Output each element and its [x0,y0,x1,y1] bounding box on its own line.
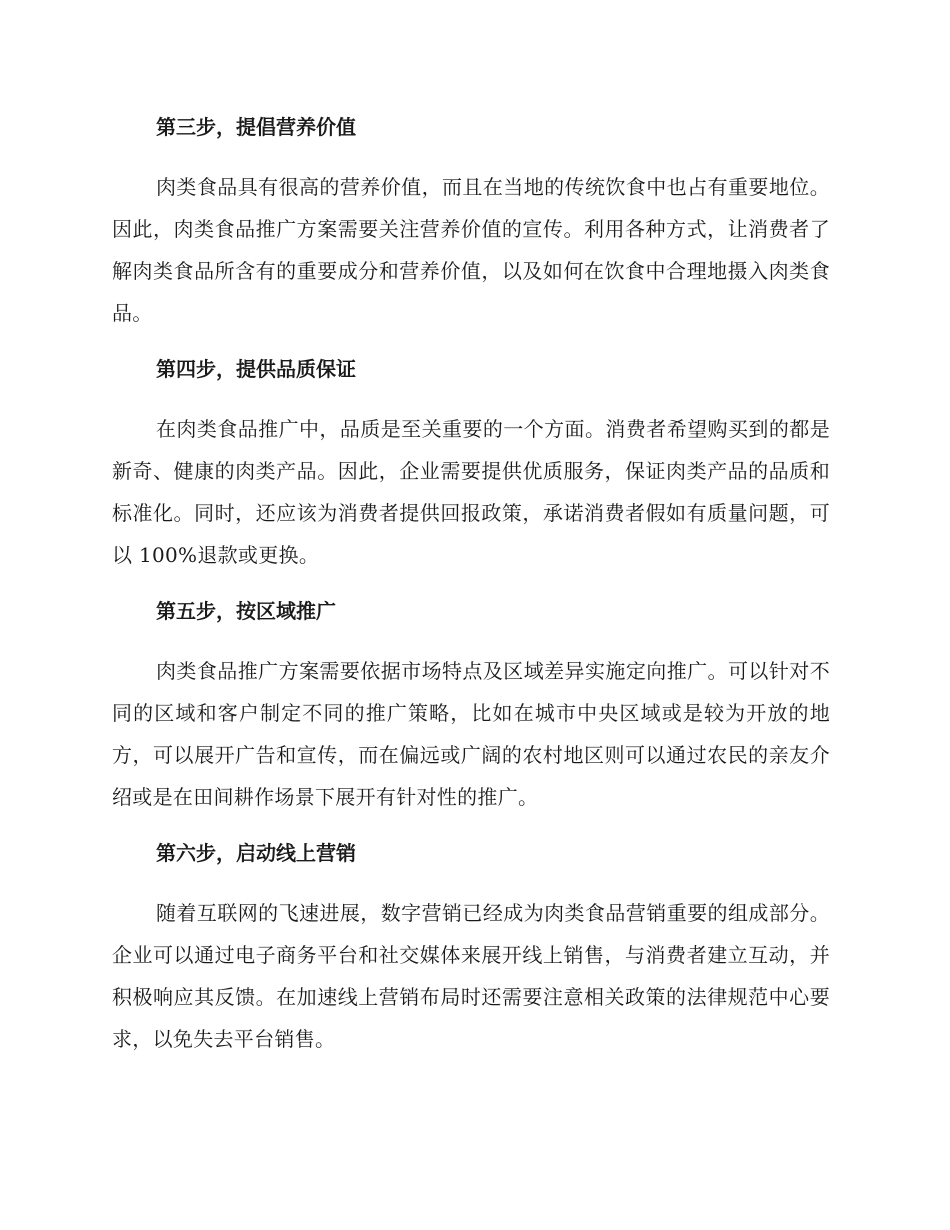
section-heading: 第三步，提倡营养价值 [156,115,356,139]
section-heading: 第四步，提供品质保证 [156,357,356,381]
document-page [112,110,830,1060]
section-paragraph: 在肉类食品推广中，品质是至关重要的一个方面。消费者希望购买到的都是新奇、健康的肉类产品。因此，企业需要提供优质服务，保证肉类产品的品质和标准化。同时，还应该为消费者提供回报政策，承诺消费者假如有质量问题，可以 100%退款或更换。 [112,417,830,567]
section-step-3 [112,110,830,352]
section-heading: 第五步，按区域推广 [156,599,336,623]
section-paragraph: 肉类食品推广方案需要依据市场特点及区域差异实施定向推广。可以针对不同的区域和客户制定不同的推广策略，比如在城市中央区域或是较为开放的地方，可以展开广告和宣传，而在偏远或广阔的农村地区则可以通过农民的亲友介绍或是在田间耕作场景下展开有针对性的推广。 [112,659,830,809]
section-step-4 [112,352,830,594]
section-heading: 第六步，启动线上营销 [156,841,356,865]
section-step-6 [112,836,830,1060]
section-paragraph: 随着互联网的飞速进展，数字营销已经成为肉类食品营销重要的组成部分。企业可以通过电子商务平台和社交媒体来展开线上销售，与消费者建立互动，并积极响应其反馈。在加速线上营销布局时还需要注意相关政策的法律规范中心要求，以免失去平台销售。 [112,901,830,1051]
section-step-5 [112,594,830,836]
section-paragraph: 肉类食品具有很高的营养价值，而且在当地的传统饮食中也占有重要地位。因此，肉类食品推广方案需要关注营养价值的宣传。利用各种方式，让消费者了解肉类食品所含有的重要成分和营养价值，以及如何在饮食中合理地摄入肉类食品。 [112,175,830,325]
